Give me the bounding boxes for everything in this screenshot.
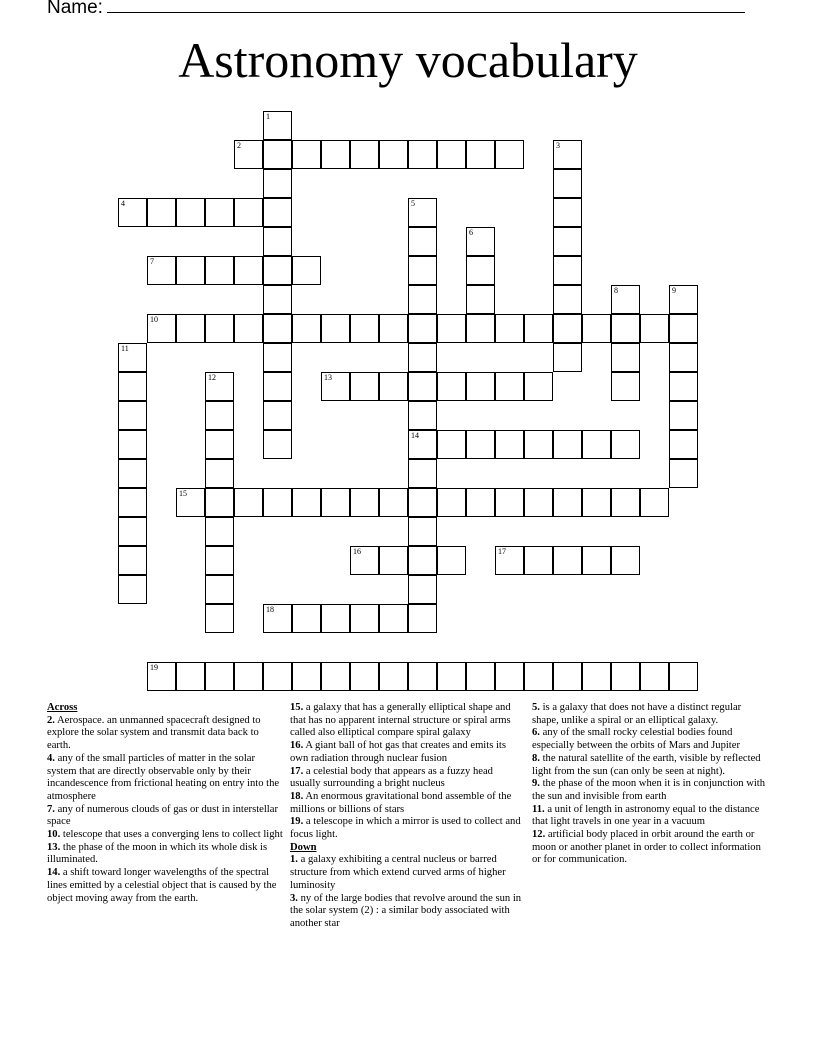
clue-text: the phase of the moon in which its whole disk is illuminated. [47, 841, 268, 866]
grid-cell[interactable] [292, 256, 321, 285]
grid-cell[interactable] [553, 285, 582, 314]
down-clue [532, 778, 768, 803]
clue-number: 12 [208, 373, 216, 382]
grid-cell[interactable] [669, 285, 698, 314]
clue-text: is a galaxy that does not have a distinct regular shape, unlike a spiral or an elliptical galaxy. [532, 702, 742, 726]
clue-number-label: 5. [532, 702, 540, 713]
grid-cell[interactable] [495, 488, 524, 517]
grid-cell[interactable] [118, 459, 147, 488]
grid-cell[interactable] [263, 227, 292, 256]
grid-cell[interactable] [669, 372, 698, 401]
clue-text: telescope that uses a converging lens to collect light [62, 829, 283, 841]
down-clue [532, 829, 768, 867]
grid-cell[interactable] [524, 662, 553, 691]
grid-cell[interactable] [321, 488, 350, 517]
clue-number: 1 [266, 112, 270, 121]
grid-cell[interactable] [495, 430, 524, 459]
grid-cell[interactable] [350, 662, 379, 691]
grid-cell[interactable] [118, 546, 147, 575]
clue-number-label: 17. [290, 765, 304, 777]
clue-column-1 [47, 702, 283, 905]
grid-cell[interactable] [553, 256, 582, 285]
grid-cell[interactable] [553, 140, 582, 169]
grid-cell[interactable] [176, 314, 205, 343]
clue-text: A giant ball of hot gas that creates and emits its own radiation through nuclear fusion [290, 740, 506, 764]
grid-cell[interactable] [263, 111, 292, 140]
clue-text: any of the small rocky celestial bodies found especially between the orbits of Mars and Jupiter [532, 727, 740, 752]
grid-cell[interactable] [408, 198, 437, 227]
grid-cell[interactable] [176, 662, 205, 691]
across-clue [290, 816, 526, 841]
grid-cell[interactable] [321, 662, 350, 691]
grid-cell[interactable] [263, 604, 292, 633]
grid-cell[interactable] [205, 430, 234, 459]
grid-cell[interactable] [466, 314, 495, 343]
clue-number-label: 8. [532, 752, 540, 764]
clue-number-label: 6. [532, 727, 540, 739]
grid-cell[interactable] [669, 314, 698, 343]
across-clue [47, 842, 283, 867]
grid-cell[interactable] [582, 488, 611, 517]
grid-cell[interactable] [205, 517, 234, 546]
grid-cell[interactable] [408, 604, 437, 633]
grid-cell[interactable] [524, 546, 553, 575]
grid-cell[interactable] [263, 285, 292, 314]
grid-cell[interactable] [321, 314, 350, 343]
clue-number: 15 [179, 489, 187, 498]
grid-cell[interactable] [553, 343, 582, 372]
grid-cell[interactable] [669, 401, 698, 430]
grid-cell[interactable] [350, 140, 379, 169]
across-clue [290, 791, 526, 816]
grid-cell[interactable] [263, 401, 292, 430]
grid-cell[interactable] [263, 256, 292, 285]
grid-cell[interactable] [495, 546, 524, 575]
clue-number-label: 15. [290, 702, 304, 713]
clue-number: 3 [556, 141, 560, 150]
grid-cell[interactable] [524, 314, 553, 343]
grid-cell[interactable] [234, 198, 263, 227]
clue-number-label: 18. [290, 790, 304, 802]
grid-cell[interactable] [263, 662, 292, 691]
clue-number-label: 1. [290, 854, 298, 866]
clue-number: 14 [411, 431, 419, 440]
grid-cell[interactable] [553, 227, 582, 256]
grid-cell[interactable] [118, 517, 147, 546]
grid-cell[interactable] [263, 169, 292, 198]
grid-cell[interactable] [292, 662, 321, 691]
grid-cell[interactable] [176, 198, 205, 227]
grid-cell[interactable] [176, 256, 205, 285]
grid-cell[interactable] [118, 430, 147, 459]
clue-text: a galaxy exhibiting a central nucleus or barred structure from which extend curved arms of higher luminosity [290, 854, 506, 891]
clue-text: the phase of the moon when it is in conjunction with the sun and invisible from earth [532, 778, 766, 802]
grid-cell[interactable] [640, 662, 669, 691]
clue-text: any of numerous clouds of gas or dust in interstellar space [47, 803, 278, 828]
grid-cell[interactable] [582, 546, 611, 575]
grid-cell[interactable] [205, 488, 234, 517]
grid-cell[interactable] [205, 314, 234, 343]
grid-cell[interactable] [292, 488, 321, 517]
clue-number: 10 [150, 315, 158, 324]
grid-cell[interactable] [205, 401, 234, 430]
grid-cell[interactable] [495, 314, 524, 343]
clue-number: 5 [411, 199, 415, 208]
grid-cell[interactable] [205, 575, 234, 604]
clue-number: 9 [672, 286, 676, 295]
across-clue [290, 740, 526, 765]
grid-cell[interactable] [553, 662, 582, 691]
clue-number-label: 11. [532, 803, 545, 815]
grid-cell[interactable] [205, 256, 234, 285]
grid-cell[interactable] [495, 372, 524, 401]
across-clue [290, 702, 526, 740]
across-heading: Across [47, 702, 78, 713]
grid-cell[interactable] [292, 140, 321, 169]
down-clue [532, 804, 768, 829]
clue-number-label: 16. [290, 740, 304, 752]
clue-text: the natural satellite of the earth, visible by reflected light from the sun (can only be seen at night). [532, 752, 761, 777]
grid-cell[interactable] [553, 169, 582, 198]
clue-text: a unit of length in astronomy equal to the distance that light travels in one year in a vacuum [532, 803, 760, 828]
name-label: Name: [47, 0, 103, 18]
down-clue [290, 854, 526, 892]
clue-text: Aerospace. an unmanned spacecraft designed to explore the solar system and transmit data back to earth. [47, 714, 261, 752]
grid-cell[interactable] [321, 372, 350, 401]
grid-cell[interactable] [611, 488, 640, 517]
clue-number-label: 10. [47, 829, 61, 841]
clue-number-label: 14. [47, 867, 61, 879]
grid-cell[interactable] [669, 343, 698, 372]
grid-cell[interactable] [379, 662, 408, 691]
grid-cell[interactable] [669, 459, 698, 488]
grid-cell[interactable] [408, 430, 437, 459]
clue-number-label: 4. [47, 752, 55, 764]
grid-cell[interactable] [205, 546, 234, 575]
clue-number-label: 19. [290, 816, 304, 828]
grid-cell[interactable] [147, 662, 176, 691]
grid-cell[interactable] [147, 198, 176, 227]
grid-cell[interactable] [118, 372, 147, 401]
clue-number: 2 [237, 141, 241, 150]
grid-cell[interactable] [495, 140, 524, 169]
grid-cell[interactable] [408, 488, 437, 517]
grid-cell[interactable] [582, 662, 611, 691]
grid-cell[interactable] [495, 662, 524, 691]
grid-cell[interactable] [611, 430, 640, 459]
grid-cell[interactable] [437, 546, 466, 575]
grid-cell[interactable] [379, 140, 408, 169]
grid-cell[interactable] [553, 314, 582, 343]
grid-cell[interactable] [524, 372, 553, 401]
grid-cell[interactable] [379, 546, 408, 575]
clue-column-3 [532, 702, 768, 867]
clue-number: 18 [266, 605, 274, 614]
grid-cell[interactable] [205, 604, 234, 633]
grid-cell[interactable] [524, 430, 553, 459]
clue-number: 19 [150, 663, 158, 672]
grid-cell[interactable] [263, 198, 292, 227]
grid-cell[interactable] [408, 546, 437, 575]
grid-cell[interactable] [582, 430, 611, 459]
grid-cell[interactable] [350, 604, 379, 633]
clue-number: 13 [324, 373, 332, 382]
grid-cell[interactable] [553, 488, 582, 517]
grid-cell[interactable] [553, 198, 582, 227]
grid-cell[interactable] [466, 256, 495, 285]
grid-cell[interactable] [408, 459, 437, 488]
grid-cell[interactable] [234, 314, 263, 343]
clue-text: a celestial body that appears as a fuzzy head usually surrounding a bright nucleus [290, 765, 493, 790]
grid-cell[interactable] [408, 517, 437, 546]
grid-cell[interactable] [437, 140, 466, 169]
grid-cell[interactable] [263, 372, 292, 401]
grid-cell[interactable] [640, 314, 669, 343]
clue-number-label: 13. [47, 841, 61, 853]
grid-cell[interactable] [147, 256, 176, 285]
down-clue [532, 753, 768, 778]
grid-cell[interactable] [553, 546, 582, 575]
grid-cell[interactable] [292, 604, 321, 633]
down-clue [290, 893, 526, 931]
across-clue [47, 715, 283, 753]
grid-cell[interactable] [408, 401, 437, 430]
grid-cell[interactable] [118, 575, 147, 604]
grid-cell[interactable] [437, 314, 466, 343]
grid-cell[interactable] [379, 604, 408, 633]
grid-cell[interactable] [437, 372, 466, 401]
grid-cell[interactable] [234, 140, 263, 169]
grid-cell[interactable] [350, 372, 379, 401]
grid-cell[interactable] [437, 430, 466, 459]
grid-cell[interactable] [408, 227, 437, 256]
across-clue [47, 867, 283, 905]
grid-cell[interactable] [524, 488, 553, 517]
clue-number-label: 2. [47, 714, 55, 726]
grid-cell[interactable] [321, 140, 350, 169]
grid-cell[interactable] [263, 140, 292, 169]
across-clue [47, 829, 283, 842]
grid-cell[interactable] [466, 488, 495, 517]
clue-number-label: 9. [532, 778, 540, 790]
grid-cell[interactable] [611, 314, 640, 343]
grid-cell[interactable] [408, 575, 437, 604]
grid-cell[interactable] [466, 140, 495, 169]
grid-cell[interactable] [669, 430, 698, 459]
across-clue [47, 804, 283, 829]
grid-cell[interactable] [321, 604, 350, 633]
grid-cell[interactable] [379, 488, 408, 517]
grid-cell[interactable] [640, 488, 669, 517]
across-clue [290, 766, 526, 791]
grid-cell[interactable] [292, 314, 321, 343]
grid-cell[interactable] [408, 140, 437, 169]
grid-cell[interactable] [350, 488, 379, 517]
grid-cell[interactable] [437, 662, 466, 691]
grid-cell[interactable] [263, 430, 292, 459]
grid-cell[interactable] [205, 662, 234, 691]
down-heading: Down [290, 841, 317, 853]
grid-cell[interactable] [379, 372, 408, 401]
clue-number: 7 [150, 257, 154, 266]
grid-cell[interactable] [205, 459, 234, 488]
grid-cell[interactable] [466, 227, 495, 256]
grid-cell[interactable] [176, 488, 205, 517]
grid-cell[interactable] [611, 662, 640, 691]
grid-cell[interactable] [263, 314, 292, 343]
grid-cell[interactable] [118, 198, 147, 227]
grid-cell[interactable] [611, 285, 640, 314]
down-clue [532, 727, 768, 752]
grid-cell[interactable] [118, 488, 147, 517]
clue-text: ny of the large bodies that revolve around the sun in the solar system (2) : a similar body associated with another star [290, 892, 522, 929]
clue-text: a shift toward longer wavelengths of the spectral lines emitted by a celestial object that is caused by the object moving away from the earth. [47, 867, 277, 904]
grid-cell[interactable] [234, 488, 263, 517]
grid-cell[interactable] [263, 488, 292, 517]
grid-cell[interactable] [118, 401, 147, 430]
clue-text: any of the small particles of matter in the solar system that are directly observable only by their incandescence from frictional heating on entry into the atmosphere [47, 752, 280, 802]
grid-cell[interactable] [408, 285, 437, 314]
grid-cell[interactable] [611, 546, 640, 575]
clue-number: 4 [121, 199, 125, 208]
clue-text: a telescope in which a mirror is used to collect and focus light. [290, 816, 521, 841]
grid-cell[interactable] [611, 372, 640, 401]
grid-cell[interactable] [205, 372, 234, 401]
grid-cell[interactable] [611, 343, 640, 372]
grid-cell[interactable] [553, 430, 582, 459]
grid-cell[interactable] [234, 662, 263, 691]
clue-number: 17 [498, 547, 506, 556]
grid-cell[interactable] [118, 343, 147, 372]
grid-cell[interactable] [466, 662, 495, 691]
grid-cell[interactable] [408, 662, 437, 691]
grid-cell[interactable] [408, 314, 437, 343]
grid-cell[interactable] [147, 314, 176, 343]
grid-cell[interactable] [466, 285, 495, 314]
clue-column-2 [290, 702, 526, 931]
clue-text: a galaxy that has a generally elliptical shape and that has no apparent internal structure or spiral arms called also elliptical compare spiral galaxy [290, 702, 511, 739]
grid-cell[interactable] [466, 372, 495, 401]
grid-cell[interactable] [234, 256, 263, 285]
grid-cell[interactable] [350, 314, 379, 343]
clue-number: 6 [469, 228, 473, 237]
grid-cell[interactable] [582, 314, 611, 343]
grid-cell[interactable] [408, 372, 437, 401]
clue-text: An enormous gravitational bond assemble of the millions or billions of stars [290, 790, 512, 815]
page-title: Astronomy vocabulary [178, 32, 638, 88]
grid-cell[interactable] [669, 662, 698, 691]
grid-cell[interactable] [263, 343, 292, 372]
grid-cell[interactable] [466, 430, 495, 459]
clue-text: artificial body placed in orbit around the earth or moon or another planet in order to collect information or for communication. [532, 829, 761, 866]
clue-number: 16 [353, 547, 361, 556]
grid-cell[interactable] [437, 488, 466, 517]
clue-number: 8 [614, 286, 618, 295]
grid-cell[interactable] [408, 343, 437, 372]
across-clue [47, 753, 283, 804]
clue-number-label: 12. [532, 829, 546, 841]
down-clue [532, 702, 768, 727]
grid-cell[interactable] [379, 314, 408, 343]
grid-cell[interactable] [408, 256, 437, 285]
clue-number: 11 [121, 344, 129, 353]
clue-number-label: 7. [47, 803, 55, 815]
clue-number-label: 3. [290, 892, 298, 904]
grid-cell[interactable] [350, 546, 379, 575]
grid-cell[interactable] [205, 198, 234, 227]
